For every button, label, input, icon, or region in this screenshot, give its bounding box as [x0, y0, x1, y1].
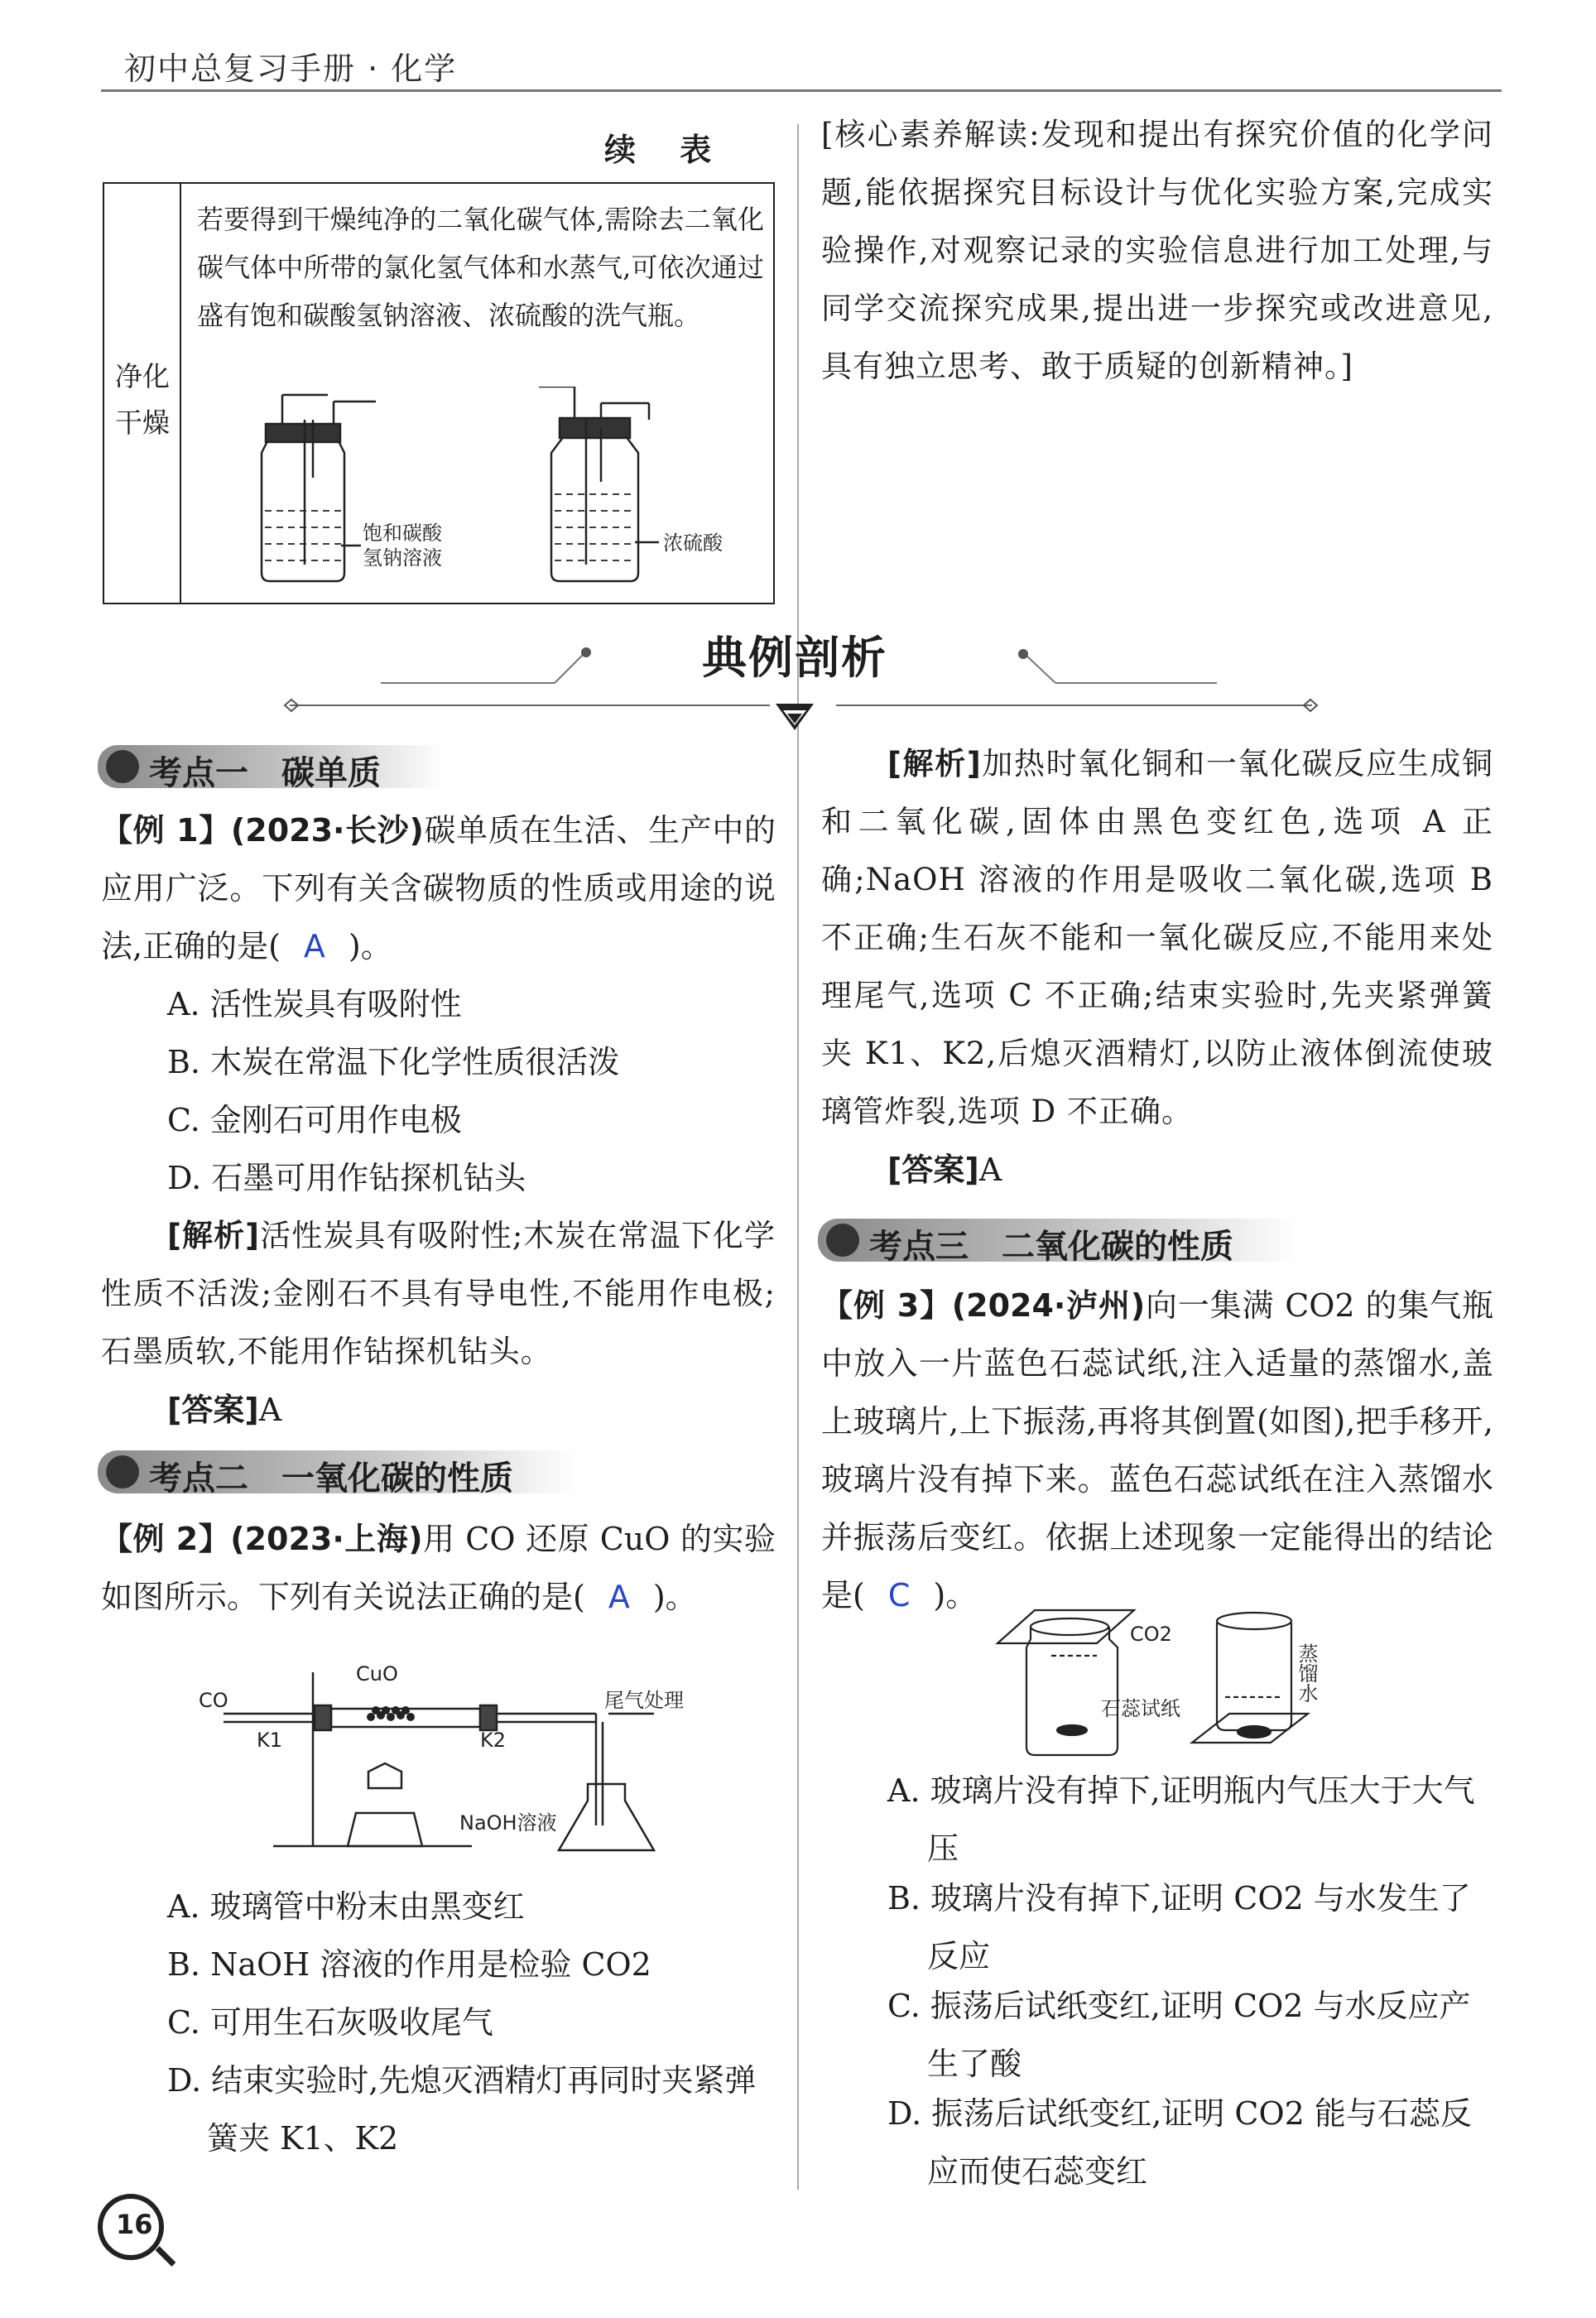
column-divider — [797, 124, 799, 2190]
flask-icon — [826, 1224, 859, 1257]
example-1-analysis-text: 活性炭具有吸附性;木炭在常温下化学性质不活泼;金刚石不具有导电性,不能用作电极;石墨质软,不能用作钻探机钻头。 — [101, 1218, 776, 1369]
example-1-option-a: A. 活性炭具有吸附性 — [167, 986, 462, 1022]
bottle1-label-line2: 氢钠溶液 — [363, 546, 442, 570]
example-2-tag: 【例 2】(2023·上海) — [101, 1521, 423, 1557]
bottle2-label: 浓硫酸 — [663, 531, 723, 555]
magnifier-handle — [156, 2246, 176, 2267]
fig-co-label: CO — [199, 1689, 228, 1712]
core-literacy-text: [核心素养解读:发现和提出有探究价值的化学问题,能依据探究目标设计与优化实验方案,完成实验操作,对观察记录的实验信息进行加工处理,与同学交流探究成果,提出进一步探究或改进意见,具有独立思考、敢于质疑的创新精神。] — [821, 117, 1493, 384]
flask-icon — [106, 1455, 139, 1488]
flask-icon — [106, 750, 139, 783]
example-3-answer-fill: C — [887, 1577, 911, 1613]
example-2-answer — [887, 1141, 1002, 1199]
example-2-text: 用 CO 还原 CuO 的实验如图所示。下列有关说法正确的是( — [101, 1521, 776, 1615]
example-1-option-d: D. 石墨可用作钻探机钻头 — [167, 1160, 526, 1196]
section-title: 典例剖析 — [702, 632, 887, 684]
example-3-text: 向一集满 CO2 的集气瓶中放入一片蓝色石蕊试纸,注入适量的蒸馏水,盖上玻璃片,上下振荡,再将其倒置(如图),把手移开,玻璃片没有掉下来。蓝色石蕊试纸在注入蒸馏水并振荡后变红。依据上述现象一定能得出的结论是( — [821, 1287, 1493, 1613]
fig-water-label: 蒸馏水 — [1295, 1643, 1318, 1703]
example-2-analysis-text: 加热时氧化铜和一氧化碳反应生成铜和二氧化碳,固体由黑色变红色,选项 A 正确;NaOH 溶液的作用是吸收二氧化碳,选项 B 不正确;生石灰不能和一氧化碳反应,不能用来处理尾气,选项 C 不正确;结束实验时,先夹紧弹簧夹 K1、K2,后熄灭酒精灯,以防止液体倒流使玻璃管炸裂,选项 D 不正确。 — [821, 746, 1493, 1129]
example-1-option-b: B. 木炭在常温下化学性质很活泼 — [167, 1044, 620, 1080]
example-2-answer-fill: A — [608, 1579, 630, 1615]
page-number: 16 — [116, 2209, 153, 2240]
gas-wash-bottles-figure — [253, 387, 767, 594]
example-2-option-a: A. 玻璃管中粉末由黑变红 — [167, 1888, 525, 1925]
fig-paper-label: 石蕊试纸 — [1101, 1697, 1180, 1720]
example-2-option-b: B. NaOH 溶液的作用是检验 CO2 — [167, 1946, 651, 1983]
example-1-tag: 【例 1】(2023·长沙) — [101, 812, 424, 849]
example-2-option-c: C. 可用生石灰吸收尾气 — [167, 2004, 493, 2041]
header-rule — [101, 89, 1502, 92]
fig-cuo-label: CuO — [356, 1662, 398, 1686]
example-2-option-d: D. 结束实验时,先熄灭酒精灯再同时夹紧弹簧夹 K1、K2 — [167, 2062, 757, 2157]
co-reduction-apparatus-figure — [190, 1647, 704, 1863]
example-3-close: )。 — [933, 1577, 978, 1613]
wash-bottle-1 — [262, 395, 376, 581]
wash-bottle-2 — [539, 387, 659, 581]
example-3-tag: 【例 3】(2024·泸州) — [821, 1287, 1146, 1324]
example-2-answer-tag: [答案] — [887, 1152, 979, 1188]
topic-title-3: 考点三 二氧化碳的性质 — [869, 1228, 1233, 1266]
example-3-option-b: B. 玻璃片没有掉下,证明 CO2 与水发生了反应 — [887, 1880, 1471, 1974]
example-3-option-c: C. 振荡后试纸变红,证明 CO2 与水反应产生了酸 — [887, 1988, 1471, 2082]
example-1-option-c: C. 金刚石可用作电极 — [167, 1102, 462, 1138]
example-1-answer — [167, 1381, 281, 1439]
example-1-close: )。 — [348, 928, 392, 964]
co2-bottle-figure — [993, 1606, 1341, 1763]
example-3-option-d: D. 振荡后试纸变红,证明 CO2 能与石蕊反应而使石蕊变红 — [887, 2095, 1472, 2190]
example-1-answer-tag: [答案] — [167, 1392, 259, 1428]
example-1-analysis-tag: [解析] — [167, 1218, 261, 1253]
fig-naoh-label: NaOH溶液 — [459, 1811, 557, 1835]
example-1-answer-fill: A — [303, 928, 325, 964]
fig-tail-label: 尾气处理 — [604, 1689, 684, 1712]
example-3-question — [821, 1277, 1493, 1624]
fig-k1-label: K1 — [257, 1729, 283, 1752]
fig-co2-label: CO2 — [1130, 1623, 1172, 1646]
bottle1-label-line1: 饱和碳酸 — [363, 522, 442, 545]
example-1-analysis — [101, 1207, 776, 1381]
continued-table-title: 续 表 — [604, 132, 728, 168]
example-2-analysis — [821, 735, 1493, 1141]
table-label-cell — [104, 184, 181, 603]
example-2-analysis-tag: [解析] — [887, 746, 982, 781]
example-3-option-a: A. 玻璃片没有掉下,证明瓶内气压大于大气压 — [887, 1772, 1475, 1867]
example-2-question — [101, 1510, 776, 1626]
topic-title-1: 考点一 碳单质 — [149, 754, 381, 792]
example-2-answer-value: A — [978, 1152, 1002, 1188]
table-row-label: 净化干燥 — [115, 360, 170, 439]
fig-k2-label: K2 — [480, 1729, 507, 1752]
topic-title-2: 考点二 一氧化碳的性质 — [149, 1460, 513, 1498]
example-1-text: 碳单质在生活、生产中的应用广泛。下列有关含碳物质的性质或用途的说法,正确的是( — [101, 812, 776, 964]
table-row-text: 若要得到干燥纯净的二氧化碳气体,需除去二氧化碳气体中所带的氯化氢气体和水蒸气,可依次通过盛有饱和碳酸氢钠溶液、浓硫酸的洗气瓶。 — [197, 204, 764, 331]
example-2-close: )。 — [652, 1579, 697, 1615]
running-header: 初中总复习手册 · 化学 — [124, 50, 458, 87]
example-1-answer-value: A — [258, 1392, 282, 1428]
continued-table — [103, 182, 775, 604]
example-1-question — [101, 801, 776, 975]
